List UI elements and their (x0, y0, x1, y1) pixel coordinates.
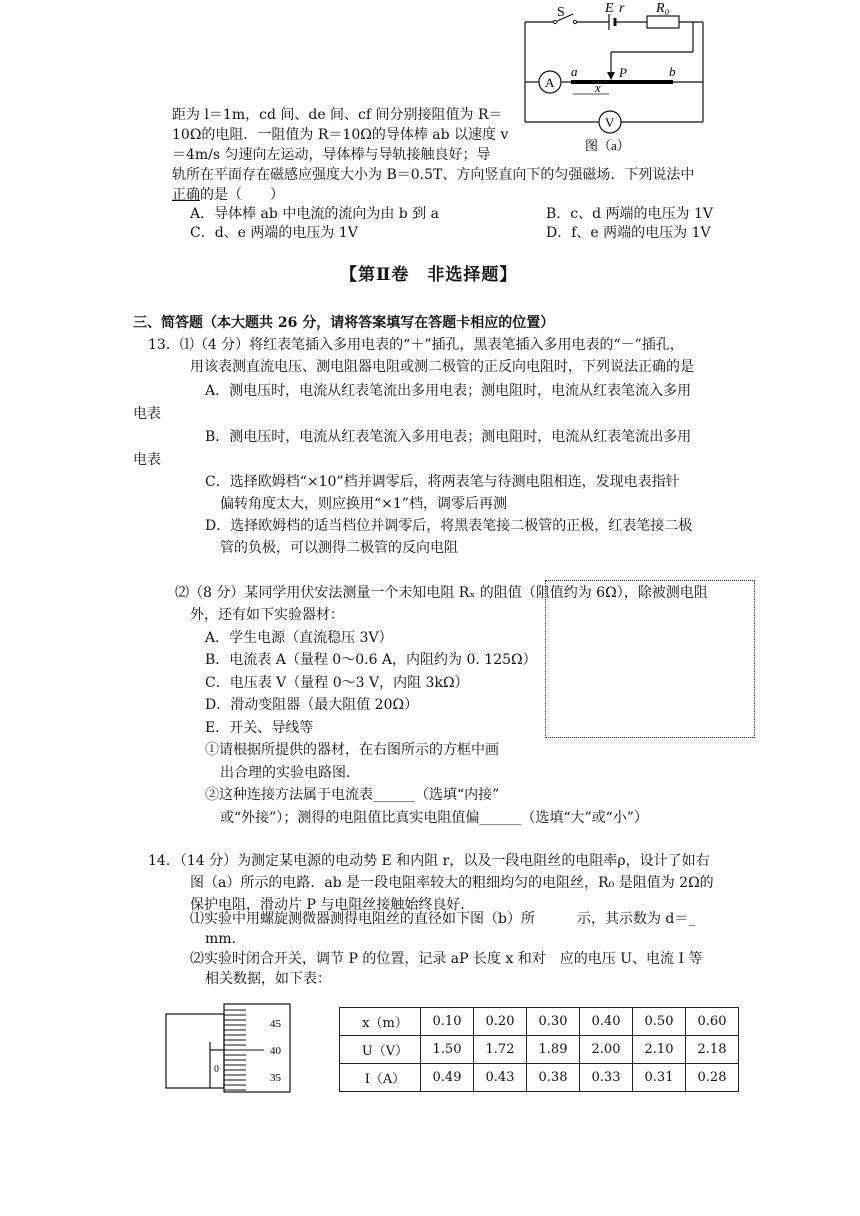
q14-line1: 14．（14 分）为测定某电源的电动势 E 和内阻 r，以及一段电阻丝的电阻率ρ，设计了如右 (148, 853, 710, 869)
q13-option-a-line1: A．测电压时，电流从红表笔流出多用电表；测电阻时，电流从红表笔流入多用 (205, 383, 692, 399)
table-cell: 0.40 (580, 1008, 633, 1036)
switch-label: S (557, 5, 565, 20)
point-b-label: b (669, 64, 676, 79)
table-row (340, 1008, 739, 1036)
table-cell: 0.49 (421, 1064, 474, 1092)
r0-label: R₀ (656, 1, 670, 16)
section-2-title: 【第Ⅱ卷 非选择题】 (340, 265, 518, 285)
q12-option-a: A．导体棒 ab 中电流的流向为由 b 到 a (190, 206, 439, 222)
q14-step1-line1: ⑴实验中用螺旋测微器测得电阻丝的直径如下图（b）所 示，其示数为 d＝_ (190, 911, 696, 927)
table-row-label: I（A） (340, 1064, 421, 1092)
q13-option-c-line1: C．选择欧姆档“×10”档并调零后，将两表笔与待测电阻相连，发现电表指针 (205, 474, 680, 490)
table-cell: 0.10 (421, 1008, 474, 1036)
point-a-label: a (571, 64, 578, 79)
table-row-label: U（V） (340, 1036, 421, 1064)
figure-a-caption: 图（a） (585, 138, 630, 153)
equipment-c: C．电压表 V（量程 0～3 V，内阻 3kΩ） (205, 675, 469, 691)
table-cell: 2.10 (633, 1036, 686, 1064)
table-cell: 0.33 (580, 1064, 633, 1092)
q12-line4: 轨所在平面存在磁感应强度大小为 B＝0.5T、方向竖直向下的匀强磁场．下列说法中 (172, 167, 695, 183)
table-cell: 0.43 (474, 1064, 527, 1092)
micrometer-label-40: 40 (270, 1045, 281, 1057)
q12-correct-underline: 正确 (172, 187, 200, 203)
table-cell: 0.31 (633, 1064, 686, 1092)
micrometer-label-35: 35 (270, 1072, 281, 1084)
q13-p2-line1: ⑵（8 分）某同学用伏安法测量一个未知电阻 Rₓ 的阻值（阻值约为 6Ω），除被测电阻 (175, 585, 708, 601)
q14-line2: 图（a）所示的电路．ab 是一段电阻率较大的粗细均匀的电阻丝，R₀ 是阻值为 2Ω的 (190, 875, 714, 891)
section-3-title: 三、简答题（本大题共 26 分，请将答案填写在答题卡相应的位置） (133, 315, 555, 331)
q12-option-b: B．c、d 两端的电压为 1V (546, 206, 714, 222)
q13-option-d-line1: D．选择欧姆档的适当档位并调零后，将黑表笔接二极管的正极，红表笔接二极 (205, 518, 693, 534)
table-cell: 0.30 (527, 1008, 580, 1036)
q13-option-d-line2: 管的负极，可以测得二极管的反向电阻 (220, 540, 458, 556)
q14-step1-line2: mm. (205, 931, 237, 947)
q13-step1-line1: ①请根据所提供的器材，在右图所示的方框中画 (205, 742, 499, 758)
length-x-label: x (595, 80, 601, 95)
ammeter-label: A (545, 75, 555, 90)
table-cell: 0.50 (633, 1008, 686, 1036)
circuit-diagram (515, 0, 715, 160)
q13-p2-line2: 外，还有如下实验器材： (190, 607, 344, 623)
table-cell: 1.89 (527, 1036, 580, 1064)
q13-option-b-line1: B．测电压时，电流从红表笔流入多用电表；测电阻时，电流从红表笔流出多用 (205, 429, 692, 445)
q12-line5-rest: 的是（ ） (200, 187, 284, 203)
table-cell: 2.18 (686, 1036, 739, 1064)
slider-p-label: P (619, 65, 627, 80)
table-cell: 0.60 (686, 1008, 739, 1036)
q13-option-c-line2: 偏转角度太大，则应换用“×1”档，调零后再测 (220, 496, 507, 512)
q12-option-d: D．f、e 两端的电压为 1V (546, 225, 711, 241)
equipment-a: A．学生电源（直流稳压 3V） (205, 630, 393, 646)
circuit-drawing-box[interactable] (545, 580, 755, 738)
table-row-label: x（m） (340, 1008, 421, 1036)
q12-option-c: C．d、e 两端的电压为 1V (190, 225, 358, 241)
equipment-b: B．电流表 A（量程 0～0.6 A，内阻约为 0. 125Ω） (205, 652, 537, 668)
table-row (340, 1036, 739, 1064)
table-cell: 0.38 (527, 1064, 580, 1092)
internal-r-label: r (619, 1, 625, 16)
micrometer-zero: 0 (214, 1064, 219, 1075)
q14-step2-line1: ⑵实验时闭合开关，调节 P 的位置，记录 aP 长度 x 和对 应的电压 U、电流 I 等 (190, 951, 703, 967)
data-table (339, 1007, 739, 1092)
q13-step2-line1: ②这种连接方法属于电流表______（选填“内接” (205, 787, 500, 803)
table-row (340, 1064, 739, 1092)
emf-label: E (605, 1, 614, 16)
q12-line5 (172, 186, 284, 204)
table-cell: 2.00 (580, 1036, 633, 1064)
q13-option-a-line2: 电表 (133, 406, 161, 422)
table-cell: 1.50 (421, 1036, 474, 1064)
q13-step1-line2: 出合理的实验电路图. (220, 765, 351, 781)
q13-option-b-line2: 电表 (133, 452, 161, 468)
table-cell: 0.28 (686, 1064, 739, 1092)
q12-line3: ＝4m/s 匀速向左运动，导体棒与导轨接触良好；导 (172, 147, 491, 163)
q13-p1-line2: 用该表测直流电压、测电阻器电阻或测二极管的正反向电阻时，下列说法正确的是 (190, 359, 694, 375)
q13-step2-line2: 或“外接”）；测得的电阻值比真实电阻值偏______（选填“大”或“小”） (220, 810, 648, 826)
micrometer-label-45: 45 (270, 1018, 281, 1030)
q12-line2: 10Ω的电阻．一阻值为 R＝10Ω的导体棒 ab 以速度 v (172, 127, 509, 143)
micrometer-figure (160, 1000, 300, 1095)
table-cell: 0.20 (474, 1008, 527, 1036)
q14-line3: 保护电阻，滑动片 P 与电阻丝接触始终良好． (190, 897, 475, 913)
equipment-d: D．滑动变阻器（最大阻值 20Ω） (205, 697, 419, 713)
q13-p1-line1: 13．⑴（4 分）将红表笔插入多用电表的“＋”插孔，黑表笔插入多用电表的“－”插孔， (148, 337, 684, 353)
table-cell: 1.72 (474, 1036, 527, 1064)
q14-step2-line2: 相关数据，如下表： (205, 971, 331, 987)
equipment-e: E．开关、导线等 (205, 720, 314, 736)
voltmeter-label: V (605, 115, 615, 130)
q12-line1: 距为 l＝1m，cd 间、de 间、cf 间分别接阻值为 R＝ (172, 107, 503, 123)
